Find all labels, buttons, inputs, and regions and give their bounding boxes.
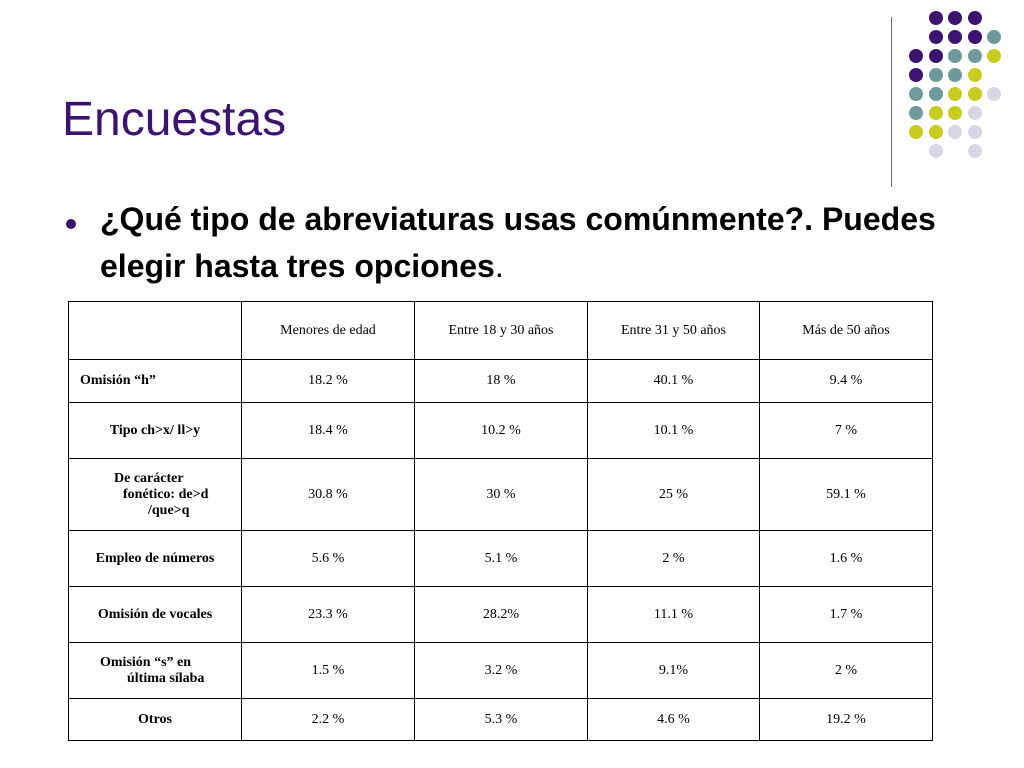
table-cell: 9.4 % [760,360,933,403]
decorative-dot-teal [948,68,962,82]
decorative-dot-purple [929,49,943,63]
table-cell: 23.3 % [242,587,415,643]
row-label: De carácter fonético: de>d /que>q [69,459,242,531]
row-label: Empleo de números [69,531,242,587]
decorative-dot-lime [948,87,962,101]
table-cell: 2 % [760,643,933,699]
table-cell: 3.2 % [415,643,588,699]
decorative-dot-purple [929,30,943,44]
row-label: Otros [69,699,242,741]
decorative-dot-teal [929,87,943,101]
decorative-dot-purple [948,11,962,25]
decorative-dot-lime [948,106,962,120]
table-cell: 10.2 % [415,403,588,459]
decorative-dot-lavender [948,125,962,139]
decorative-dot-lavender [929,144,943,158]
table-cell: 1.6 % [760,531,933,587]
bullet-icon [66,219,76,229]
table-cell: 2 % [588,531,760,587]
table-cell: 18 % [415,360,588,403]
survey-results-table [68,301,933,741]
column-header: Entre 18 y 30 años [415,302,588,360]
decorative-dot-lavender [987,87,1001,101]
table-cell: 25 % [588,459,760,531]
dot-spacer [987,125,1001,139]
table-cell: 5.6 % [242,531,415,587]
table-row [69,587,933,643]
decorative-dot-lavender [968,106,982,120]
decorative-dot-teal [929,68,943,82]
title-divider-line [891,17,892,187]
table-cell: 40.1 % [588,360,760,403]
decorative-dot-purple [909,68,923,82]
table-header-row [69,302,933,360]
table-cell: 19.2 % [760,699,933,741]
table-cell: 28.2% [415,587,588,643]
decorative-dot-teal [909,87,923,101]
table-cell: 18.4 % [242,403,415,459]
row-label: Omisión de vocales [69,587,242,643]
decorative-dot-purple [929,11,943,25]
dot-spacer [948,144,962,158]
decorative-dot-lavender [968,144,982,158]
table-row [69,459,933,531]
decorative-dot-purple [968,30,982,44]
question-period: . [494,248,504,284]
decorative-dot-lavender [968,125,982,139]
dot-spacer [987,11,1001,25]
row-label: Omisión “h” [69,360,242,403]
dot-spacer [987,144,1001,158]
decorative-dot-lime [929,125,943,139]
table-cell: 5.3 % [415,699,588,741]
table-cell: 59.1 % [760,459,933,531]
decorative-dot-lime [909,125,923,139]
decorative-dot-teal [948,49,962,63]
decorative-dot-teal [909,106,923,120]
table-row [69,360,933,403]
bullet-text [100,196,960,290]
table-header-corner [69,302,242,360]
column-header: Más de 50 años [760,302,933,360]
decorative-dot-lime [968,87,982,101]
decorative-dot-purple [909,49,923,63]
table-cell: 7 % [760,403,933,459]
decorative-dot-purple [968,11,982,25]
dot-spacer [909,11,923,25]
dot-spacer [987,68,1001,82]
decorative-dot-teal [987,30,1001,44]
dot-spacer [987,106,1001,120]
row-label: Omisión “s” en última sílaba [69,643,242,699]
column-header: Menores de edad [242,302,415,360]
table-cell: 30.8 % [242,459,415,531]
decorative-dot-pattern [909,11,1001,158]
decorative-dot-purple [948,30,962,44]
column-header: Entre 31 y 50 años [588,302,760,360]
table-cell: 30 % [415,459,588,531]
table-cell: 1.5 % [242,643,415,699]
table-cell: 18.2 % [242,360,415,403]
table-row [69,699,933,741]
survey-question: ¿Qué tipo de abreviaturas usas comúnmente?. Puedes elegir hasta tres opciones [100,201,936,284]
row-label: Tipo ch>x/ ll>y [69,403,242,459]
table-row [69,403,933,459]
table-row [69,643,933,699]
dot-spacer [909,30,923,44]
table-cell: 1.7 % [760,587,933,643]
slide-title: Encuestas [62,93,287,146]
dot-spacer [909,144,923,158]
table-cell: 5.1 % [415,531,588,587]
decorative-dot-lime [968,68,982,82]
table-cell: 10.1 % [588,403,760,459]
decorative-dot-teal [968,49,982,63]
table-row [69,531,933,587]
table-cell: 9.1% [588,643,760,699]
table-cell: 11.1 % [588,587,760,643]
table-cell: 2.2 % [242,699,415,741]
decorative-dot-lime [987,49,1001,63]
decorative-dot-lime [929,106,943,120]
table-cell: 4.6 % [588,699,760,741]
